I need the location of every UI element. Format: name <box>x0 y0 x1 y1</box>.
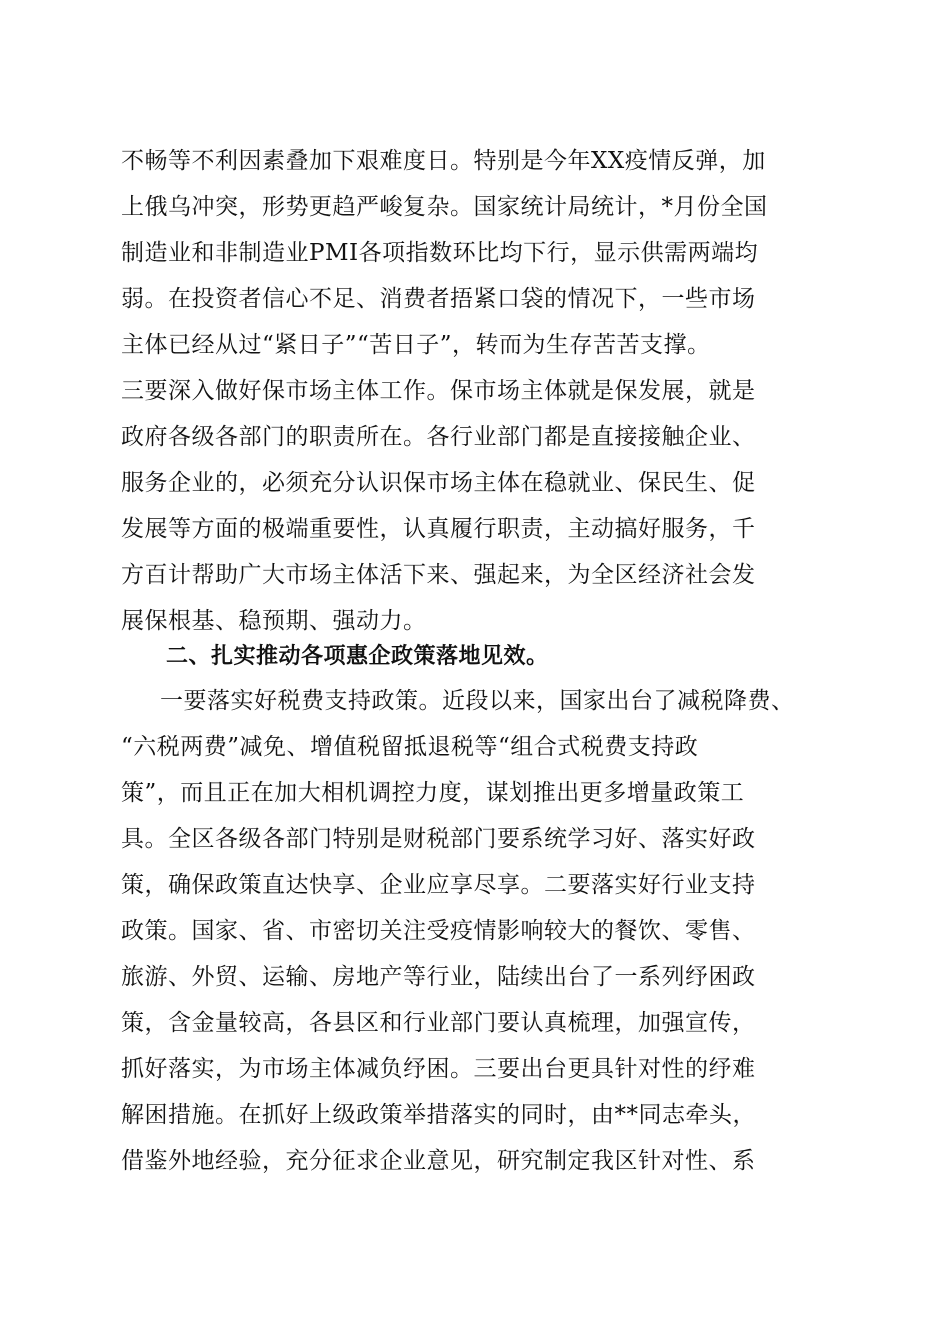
body-text-line: 借鉴外地经验，充分征求企业意见，研究制定我区针对性、系 <box>121 1148 756 1174</box>
body-text-line: 策，确保政策直达快享、企业应享尽享。二要落实好行业支持 <box>121 872 756 898</box>
body-text-line: 策”，而且正在加大相机调控力度，谋划推出更多增量政策工 <box>121 780 745 806</box>
body-text-line: 主体已经从过“紧日子”“苦日子”，转而为生存苦苦支撑。 <box>121 332 711 358</box>
body-text-line: 上俄乌冲突，形势更趋严峻复杂。国家统计局统计，*月份全国 <box>121 194 768 220</box>
body-text-line: 不畅等不利因素叠加下艰难度日。特别是今年XX疫情反弹，加 <box>121 148 766 174</box>
body-text-line: “六税两费”减免、增值税留抵退税等“组合式税费支持政 <box>121 734 699 760</box>
body-text-line: 抓好落实，为市场主体减负纾困。三要出台更具针对性的纾难 <box>121 1056 756 1082</box>
body-text-line: 展保根基、稳预期、强动力。 <box>121 608 427 634</box>
body-text-line: 具。全区各级各部门特别是财税部门要系统学习好、落实好政 <box>121 826 756 852</box>
body-text-line: 政府各级各部门的职责所在。各行业部门都是直接接触企业、 <box>121 424 756 450</box>
body-text-line: 服务企业的，必须充分认识保市场主体在稳就业、保民生、促 <box>121 470 756 496</box>
body-text-line: 制造业和非制造业PMI各项指数环比均下行，显示供需两端均 <box>121 240 759 266</box>
body-text-line: 一要落实好税费支持政策。近段以来，国家出台了减税降费、 <box>160 688 795 714</box>
body-text-line: 弱。在投资者信心不足、消费者捂紧口袋的情况下，一些市场 <box>121 286 756 312</box>
body-text-line: 政策。国家、省、市密切关注受疫情影响较大的餐饮、零售、 <box>121 918 756 944</box>
section-heading: 二、扎实推动各项惠企政策落地见效。 <box>166 644 549 669</box>
body-text-line: 方百计帮助广大市场主体活下来、强起来，为全区经济社会发 <box>121 562 756 588</box>
body-text-line: 发展等方面的极端重要性，认真履行职责，主动搞好服务，千 <box>121 516 756 542</box>
body-text-line: 策，含金量较高，各县区和行业部门要认真梳理，加强宣传， <box>121 1010 756 1036</box>
body-text-line: 旅游、外贸、运输、房地产等行业，陆续出台了一系列纾困政 <box>121 964 756 990</box>
body-text-line: 三要深入做好保市场主体工作。保市场主体就是保发展，就是 <box>121 378 756 404</box>
body-text-line: 解困措施。在抓好上级政策举措落实的同时，由**同志牵头， <box>121 1102 756 1128</box>
